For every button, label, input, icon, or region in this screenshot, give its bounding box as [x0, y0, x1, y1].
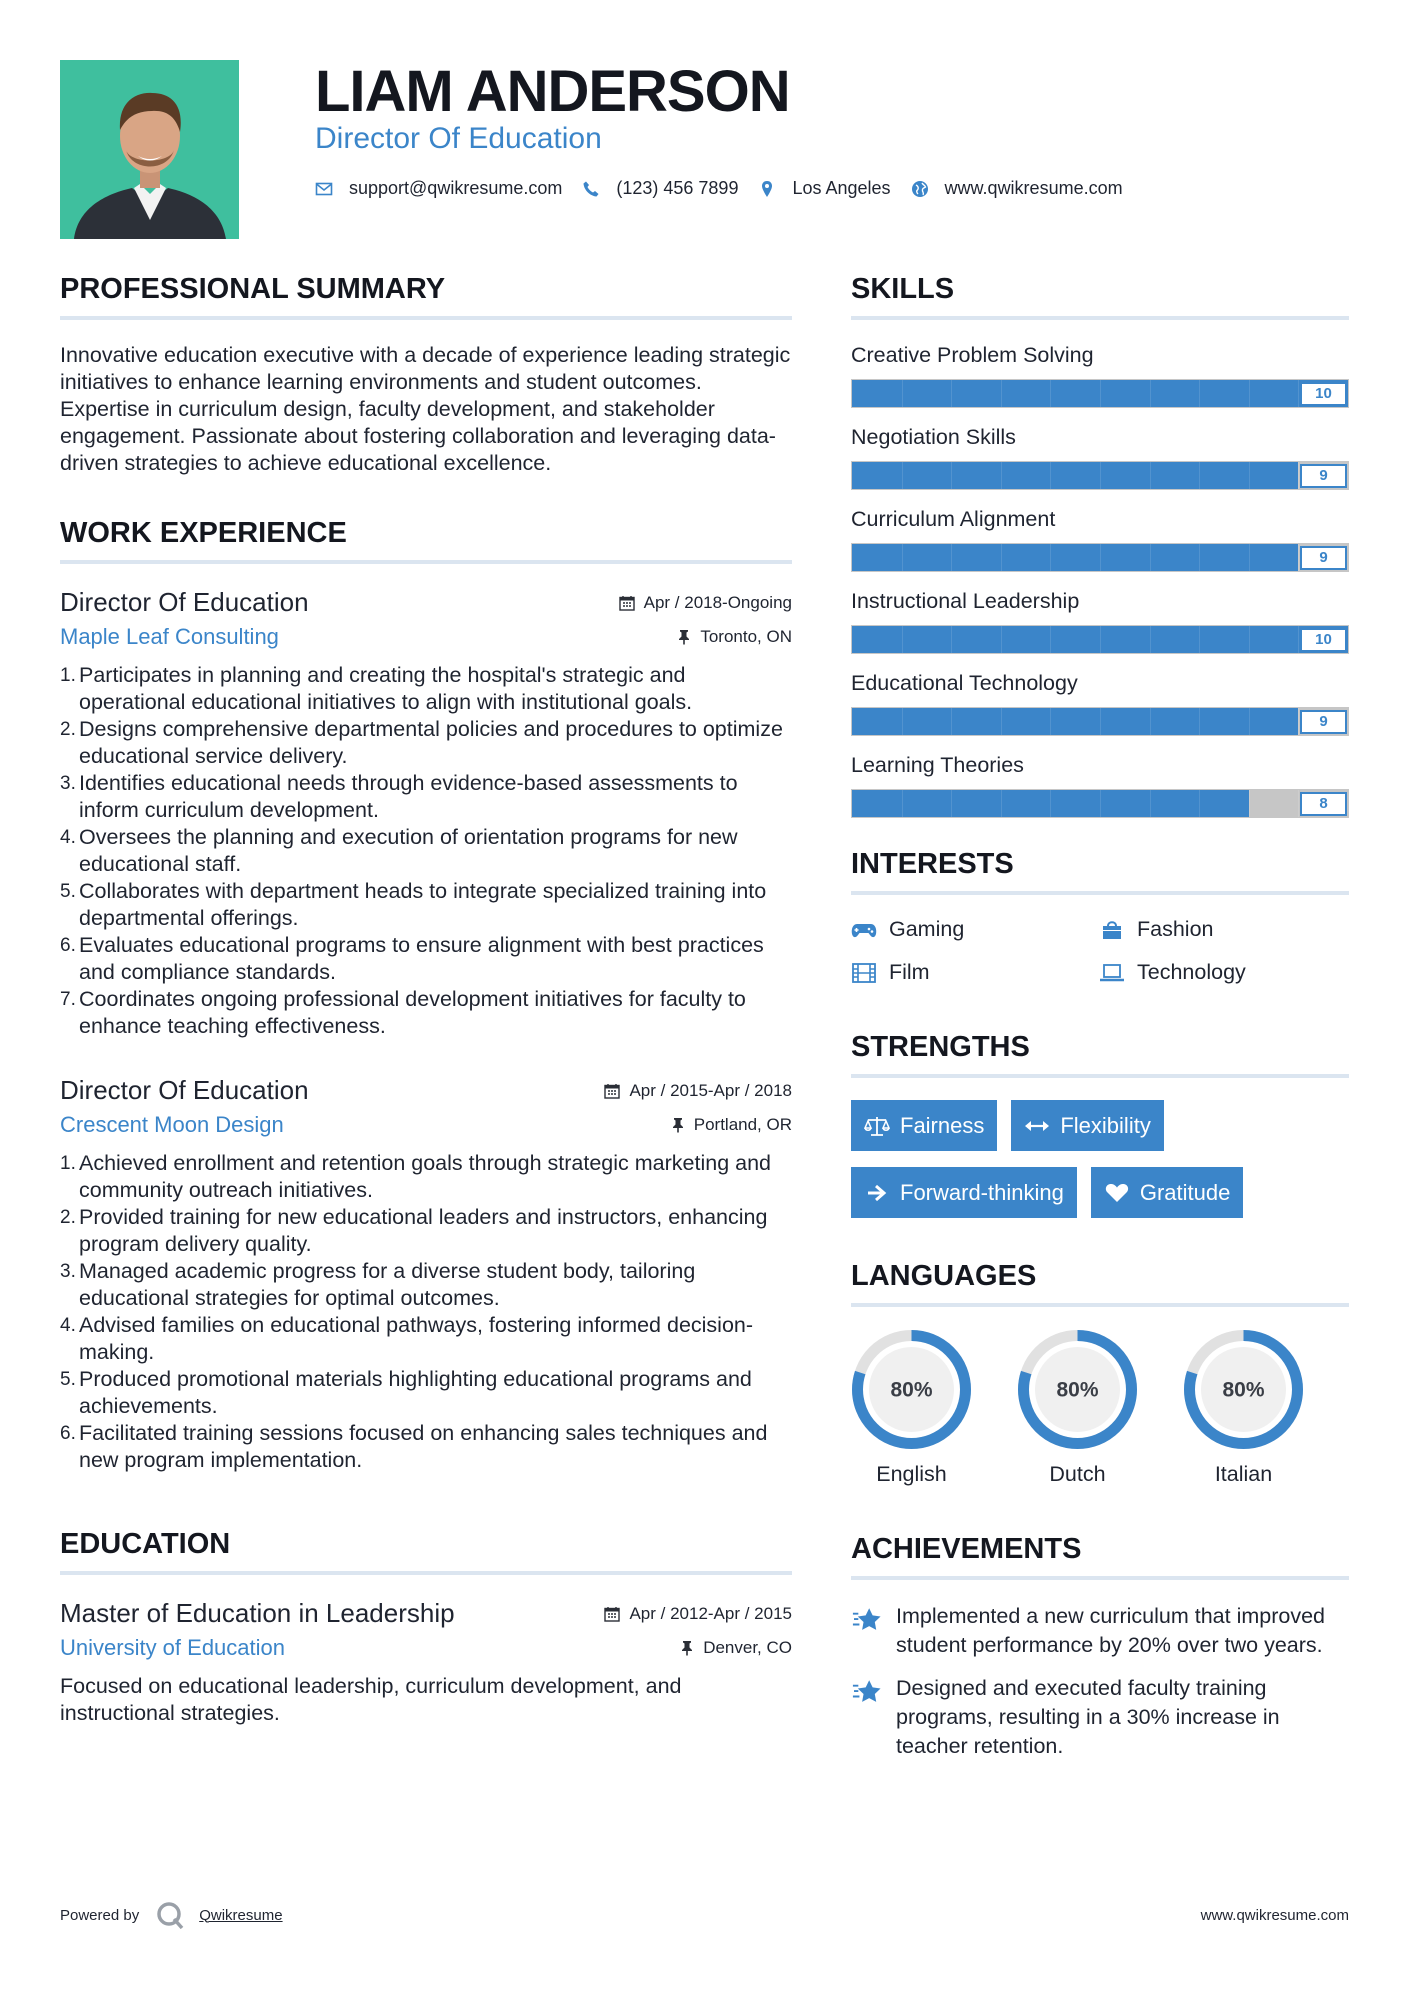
summary-heading: PROFESSIONAL SUMMARY: [60, 275, 792, 320]
duty-text: Collaborates with department heads to integrate specialized training into departmental offerings.: [79, 879, 767, 930]
skill-bar-segment: [1001, 380, 1002, 407]
skill-bar: [851, 379, 1349, 408]
skill-bar-segment: [1150, 462, 1151, 489]
duty-list: [60, 1150, 792, 1474]
language-ring: [1017, 1329, 1138, 1450]
pushpin-icon: [680, 1640, 694, 1656]
skill-name: Negotiation Skills: [851, 425, 1016, 449]
language-item: [1183, 1329, 1304, 1487]
job-entry: [60, 1074, 792, 1474]
language-name: English: [876, 1462, 947, 1486]
location-text: Los Angeles: [792, 178, 891, 198]
skill-bar-segment: [1249, 462, 1250, 489]
job-entry: [60, 586, 792, 1040]
map-marker-icon: [758, 180, 776, 198]
duty-item: [60, 1258, 792, 1312]
interest-label: Film: [889, 960, 930, 984]
skill-item: [851, 670, 1349, 736]
skill-bar-fill: [852, 462, 1298, 489]
duty-number: 4.: [60, 1315, 76, 1336]
skill-bar-segment: [1050, 790, 1051, 817]
gamepad-icon: [851, 919, 877, 941]
duty-item: [60, 986, 792, 1040]
left-column: [60, 275, 792, 1727]
skill-bar: [851, 707, 1349, 736]
skill-name: Creative Problem Solving: [851, 343, 1094, 367]
duty-text: Provided training for new educational leaders and instructors, enhancing program delivery quality.: [79, 1205, 768, 1256]
duty-text: Produced promotional materials highlighting educational programs and achievements.: [79, 1367, 752, 1418]
company-name: Maple Leaf Consulting: [60, 624, 279, 649]
profile-photo: [60, 60, 239, 239]
trophy-star-icon: [851, 1677, 883, 1703]
duty-number: 3.: [60, 773, 76, 794]
email-text: support@qwikresume.com: [349, 178, 563, 198]
duty-item: [60, 1204, 792, 1258]
skill-name: Instructional Leadership: [851, 589, 1080, 613]
arrow-right-icon: [864, 1182, 890, 1204]
skill-item: [851, 752, 1349, 818]
duty-text: Advised families on educational pathways, fostering informed decision-making.: [79, 1313, 754, 1364]
laptop-icon: [1099, 962, 1125, 984]
skill-bar-segment: [1199, 708, 1200, 735]
achievement-text: Implemented a new curriculum that improved student performance by 20% over two years.: [896, 1604, 1325, 1657]
education-location-text: Denver, CO: [703, 1638, 792, 1657]
duty-text: Facilitated training sessions focused on enhancing sales techniques and new program implementation.: [79, 1421, 768, 1472]
duty-number: 5.: [60, 881, 76, 902]
duty-item: [60, 1312, 792, 1366]
shopping-bag-icon: [1099, 919, 1125, 941]
skill-bar-segment: [902, 462, 903, 489]
skill-bar-segment: [1100, 708, 1101, 735]
job-location-text: Toronto, ON: [700, 627, 792, 646]
skill-bar-segment: [902, 380, 903, 407]
education-date-text: Apr / 2012-Apr / 2015: [629, 1604, 792, 1623]
skill-bar-segment: [902, 708, 903, 735]
skill-bar-segment: [951, 708, 952, 735]
duty-text: Identifies educational needs through evidence-based assessments to inform curriculum development.: [79, 771, 738, 822]
language-percent: 80%: [1056, 1378, 1099, 1402]
skill-bar: [851, 543, 1349, 572]
skill-bar-segment: [1249, 626, 1250, 653]
skill-bar-segment: [1249, 790, 1250, 817]
skill-list: [851, 342, 1349, 818]
skill-bar-segment: [1199, 626, 1200, 653]
skill-bar-segment: [1001, 544, 1002, 571]
interests-heading: INTERESTS: [851, 850, 1349, 895]
duty-text: Coordinates ongoing professional development initiatives for faculty to enhance teaching effectiveness.: [79, 987, 746, 1038]
strength-chip: [1011, 1100, 1163, 1151]
strength-chip: [851, 1100, 997, 1151]
strength-label: Forward-thinking: [900, 1179, 1064, 1205]
job-date: [604, 1081, 792, 1101]
skill-item: [851, 342, 1349, 408]
skill-bar-segment: [1249, 544, 1250, 571]
skill-item: [851, 424, 1349, 490]
interest-label: Technology: [1137, 960, 1246, 984]
skill-name: Learning Theories: [851, 753, 1024, 777]
skill-bar-segment: [1050, 708, 1051, 735]
duty-number: 5.: [60, 1369, 76, 1390]
education-location: [680, 1638, 792, 1658]
contact-phone[interactable]: [582, 178, 738, 199]
strength-label: Fairness: [900, 1112, 985, 1138]
job-title: Director Of Education: [60, 1075, 309, 1105]
envelope-icon: [315, 180, 333, 198]
brand-link[interactable]: Qwikresume: [199, 1906, 283, 1924]
duty-text: Designs comprehensive departmental policies and procedures to optimize educational service delivery.: [79, 717, 783, 768]
trophy-star-icon: [851, 1605, 883, 1631]
education-description: Focused on educational leadership, curriculum development, and instructional strategies.: [60, 1674, 682, 1725]
calendar-icon: [604, 1606, 620, 1622]
education-date: [604, 1604, 792, 1624]
language-percent: 80%: [1222, 1378, 1265, 1402]
duty-number: 2.: [60, 719, 76, 740]
skill-bar-segment: [1150, 544, 1151, 571]
skill-bar-segment: [1100, 626, 1101, 653]
film-icon: [851, 962, 877, 984]
contact-website[interactable]: [911, 178, 1123, 199]
skill-bar-segment: [1001, 626, 1002, 653]
skill-bar-segment: [1100, 544, 1101, 571]
achievements-section: [851, 1535, 1349, 1761]
skill-bar-segment: [902, 626, 903, 653]
skill-name: Curriculum Alignment: [851, 507, 1056, 531]
job-date: [619, 593, 792, 613]
candidate-name: LIAM ANDERSON: [315, 59, 790, 124]
arrows-horizontal-icon: [1024, 1115, 1050, 1137]
duty-number: 3.: [60, 1261, 76, 1282]
language-item: [851, 1329, 972, 1487]
education-section: [60, 1530, 792, 1727]
balance-scale-icon: [864, 1115, 890, 1137]
language-list: [851, 1329, 1349, 1487]
job-location: [671, 1115, 792, 1135]
qwikresume-logo-icon: [155, 1900, 185, 1930]
duty-item: [60, 1150, 792, 1204]
duty-number: 2.: [60, 1207, 76, 1228]
strengths-heading: STRENGTHS: [851, 1033, 1349, 1078]
job-location: [677, 627, 792, 647]
interest-label: Fashion: [1137, 917, 1214, 941]
strengths-section: [851, 1033, 1349, 1218]
pushpin-icon: [671, 1117, 685, 1133]
summary-text: Innovative education executive with a decade of experience leading strategic initiatives to enhance learning environments and student outcomes. Expertise in curriculum design, faculty development, and stakeholder engagement. Passionate about fostering collaboration and leveraging data-driven strategies to achieve educational excellence.: [60, 343, 791, 475]
language-ring: [851, 1329, 972, 1450]
duty-number: 6.: [60, 935, 76, 956]
powered-by-text: Powered by: [60, 1906, 140, 1924]
contact-location: [758, 178, 890, 199]
achievement-text: Designed and executed faculty training programs, resulting in a 30% increase in teacher retention.: [896, 1676, 1280, 1758]
skill-bar-segment: [1001, 708, 1002, 735]
skill-bar-segment: [1001, 790, 1002, 817]
language-name: Italian: [1214, 1462, 1273, 1486]
skill-level-badge: 9: [1300, 464, 1347, 488]
interest-list: [851, 917, 1349, 985]
skill-level-badge: 9: [1300, 710, 1347, 734]
skill-bar-segment: [1199, 462, 1200, 489]
skill-bar-segment: [1100, 380, 1101, 407]
duty-item: [60, 770, 792, 824]
skill-bar: [851, 789, 1349, 818]
duty-item: [60, 932, 792, 986]
education-heading: EDUCATION: [60, 1530, 792, 1575]
skills-section: [851, 275, 1349, 818]
duty-item: [60, 824, 792, 878]
duty-text: Oversees the planning and execution of orientation programs for new educational staff.: [79, 825, 738, 876]
skill-bar: [851, 625, 1349, 654]
skill-bar-segment: [1199, 380, 1200, 407]
website-text: www.qwikresume.com: [944, 178, 1123, 198]
duty-number: 1.: [60, 665, 76, 686]
skill-bar-segment: [1249, 708, 1250, 735]
strength-label: Flexibility: [1060, 1112, 1151, 1138]
job-title: Director Of Education: [60, 587, 309, 617]
duty-item: [60, 1420, 792, 1474]
skill-bar-segment: [1100, 790, 1101, 817]
job-location-text: Portland, OR: [693, 1115, 792, 1134]
duty-item: [60, 1366, 792, 1420]
education-entry: [60, 1597, 792, 1727]
skill-bar-segment: [1050, 626, 1051, 653]
duty-text: Participates in planning and creating the hospital's strategic and operational educational initiatives to align with institutional goals.: [79, 663, 693, 714]
skill-bar-segment: [1050, 544, 1051, 571]
phone-text: (123) 456 7899: [616, 178, 739, 198]
skill-bar-segment: [902, 790, 903, 817]
contact-email[interactable]: [315, 178, 562, 199]
skill-bar-segment: [1100, 462, 1101, 489]
duty-number: 4.: [60, 827, 76, 848]
skill-bar-segment: [951, 790, 952, 817]
job-list: [60, 586, 792, 1474]
duty-item: [60, 662, 792, 716]
skill-level-badge: 10: [1300, 628, 1347, 652]
skill-bar-segment: [1199, 544, 1200, 571]
skill-bar-segment: [1150, 708, 1151, 735]
languages-heading: LANGUAGES: [851, 1262, 1349, 1307]
duty-number: 1.: [60, 1153, 76, 1174]
strength-label: Gratitude: [1139, 1179, 1231, 1205]
school-name: University of Education: [60, 1635, 285, 1660]
skill-bar-segment: [1001, 462, 1002, 489]
right-column: [851, 275, 1349, 1775]
phone-icon: [582, 180, 600, 198]
language-name: Dutch: [1049, 1462, 1106, 1486]
candidate-title: Director Of Education: [315, 122, 602, 155]
duty-list: [60, 662, 792, 1040]
skill-item: [851, 506, 1349, 572]
skill-bar-segment: [951, 626, 952, 653]
experience-heading: WORK EXPERIENCE: [60, 519, 792, 564]
achievement-item: [851, 1674, 1349, 1761]
summary-section: [60, 275, 792, 477]
footer-powered-by: [60, 1900, 283, 1930]
footer-url[interactable]: www.qwikresume.com: [1200, 1907, 1349, 1924]
pushpin-icon: [677, 629, 691, 645]
skill-bar: [851, 461, 1349, 490]
duty-item: [60, 878, 792, 932]
heart-icon: [1104, 1182, 1130, 1204]
achievements-heading: ACHIEVEMENTS: [851, 1535, 1349, 1580]
job-date-text: Apr / 2018-Ongoing: [643, 593, 792, 612]
skill-item: [851, 588, 1349, 654]
duty-text: Evaluates educational programs to ensure alignment with best practices and compliance standards.: [79, 933, 764, 984]
skill-bar-segment: [1199, 790, 1200, 817]
experience-section: [60, 519, 792, 1474]
strength-chip: [1091, 1167, 1244, 1218]
job-date-text: Apr / 2015-Apr / 2018: [629, 1081, 792, 1100]
skill-bar-segment: [951, 380, 952, 407]
achievement-list: [851, 1602, 1349, 1761]
skill-bar-segment: [951, 462, 952, 489]
calendar-icon: [604, 1083, 620, 1099]
language-percent: 80%: [890, 1378, 933, 1402]
skill-name: Educational Technology: [851, 671, 1078, 695]
duty-number: 7.: [60, 989, 76, 1010]
contact-bar: [315, 178, 1143, 199]
achievement-item: [851, 1602, 1349, 1660]
skill-bar-segment: [1050, 462, 1051, 489]
skill-bar-segment: [1150, 626, 1151, 653]
duty-item: [60, 716, 792, 770]
interest-item: [1099, 960, 1339, 985]
language-ring: [1183, 1329, 1304, 1450]
skills-heading: SKILLS: [851, 275, 1349, 320]
duty-number: 6.: [60, 1423, 76, 1444]
skill-level-badge: 8: [1300, 792, 1347, 816]
interests-section: [851, 850, 1349, 985]
languages-section: [851, 1262, 1349, 1487]
skill-bar-fill: [852, 708, 1298, 735]
interest-label: Gaming: [889, 917, 965, 941]
company-name: Crescent Moon Design: [60, 1112, 284, 1137]
duty-text: Achieved enrollment and retention goals through strategic marketing and community outreach initiatives.: [79, 1151, 771, 1202]
duty-text: Managed academic progress for a diverse student body, tailoring educational strategies for optimal outcomes.: [79, 1259, 696, 1310]
skill-level-badge: 9: [1300, 546, 1347, 570]
language-item: [1017, 1329, 1138, 1487]
skill-bar-segment: [951, 544, 952, 571]
skill-bar-segment: [902, 544, 903, 571]
calendar-icon: [619, 595, 635, 611]
strength-chip: [851, 1167, 1077, 1218]
interest-item: [851, 960, 1099, 985]
degree-title: Master of Education in Leadership: [60, 1598, 455, 1628]
skill-bar-segment: [1050, 380, 1051, 407]
skill-bar-segment: [1150, 380, 1151, 407]
strength-list: [851, 1100, 1349, 1218]
interest-item: [851, 917, 1099, 942]
skill-level-badge: 10: [1300, 382, 1347, 406]
skill-bar-fill: [852, 544, 1298, 571]
skill-bar-segment: [1249, 380, 1250, 407]
interest-item: [1099, 917, 1339, 942]
globe-icon: [911, 180, 929, 198]
skill-bar-segment: [1150, 790, 1151, 817]
